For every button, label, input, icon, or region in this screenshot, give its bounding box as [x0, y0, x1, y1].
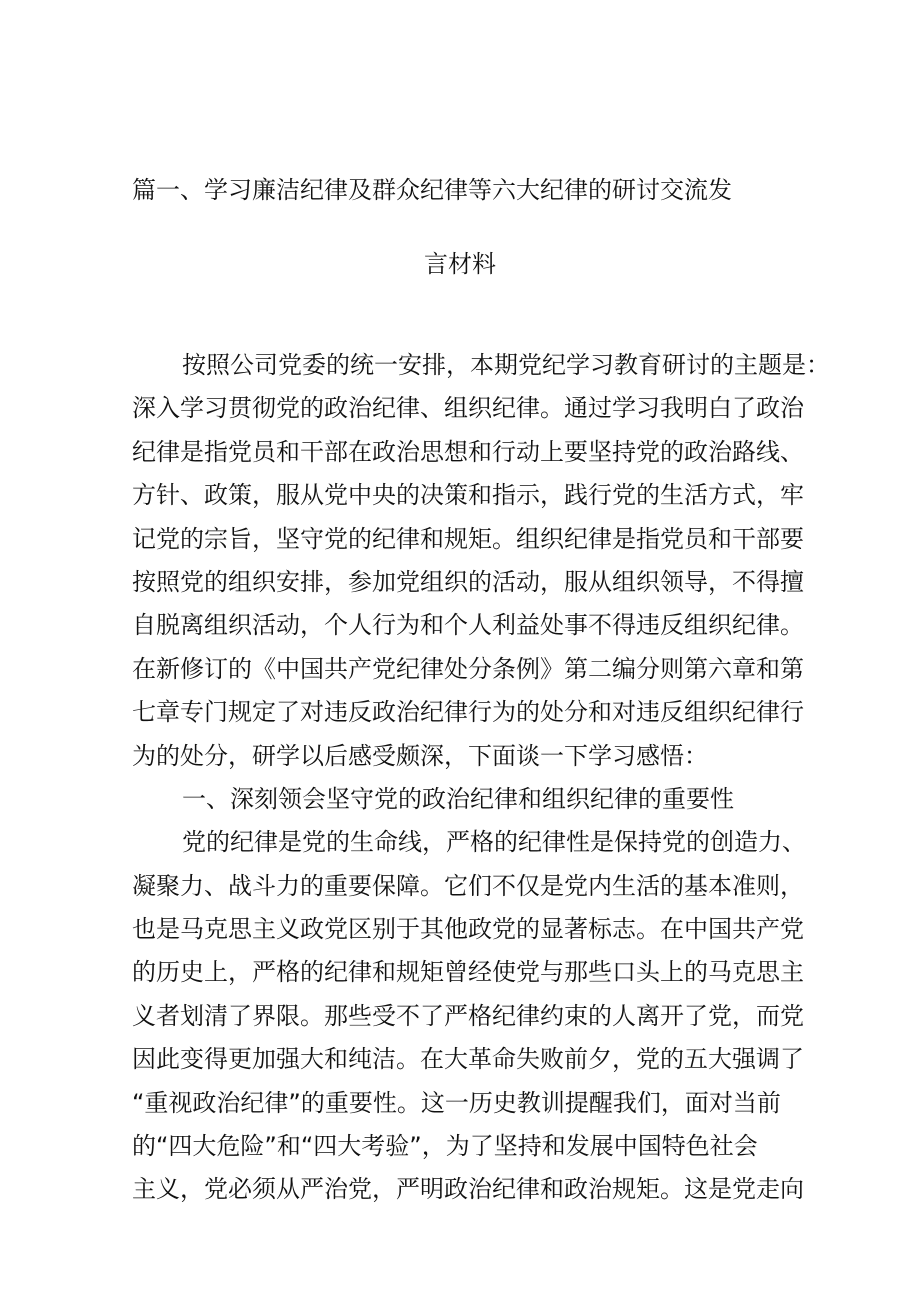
paragraph-line: 按照党的组织安排，参加党组织的活动，服从组织领导，不得擅 [132, 567, 804, 596]
paragraph-line: 也是马克思主义政党区别于其他政党的显著标志。在中国共产党 [132, 915, 804, 944]
paragraph-line: 记党的宗旨，坚守党的纪律和规矩。组织纪律是指党员和干部要 [132, 524, 804, 553]
paragraph-line: 主义，党必须从严治党，严明政治纪律和政治规矩。这是党走向 [132, 1175, 804, 1204]
paragraph-line: 纪律是指党员和干部在政治思想和行动上要坚持党的政治路线、 [132, 437, 804, 466]
paragraph-line: “重视政治纪律”的重要性。这一历史教训提醒我们，面对当前 [132, 1088, 781, 1117]
paragraph-line: 在新修订的《中国共产党纪律处分条例》第二编分则第六章和第 [132, 654, 804, 683]
paragraph-line: 因此变得更加强大和纯洁。在大革命失败前夕，党的五大强调了 [132, 1045, 804, 1074]
document-title-line-1: 篇一、学习廉洁纪律及群众纪律等六大纪律的研讨交流发 [132, 176, 732, 204]
paragraph-line: 的“四大危险”和“四大考验”，为了坚持和发展中国特色社会 [132, 1132, 758, 1161]
paragraph-line: 的历史上，严格的纪律和规矩曾经使党与那些口头上的马克思主 [132, 958, 804, 987]
paragraph-line: 自脱离组织活动，个人行为和个人利益处事不得违反组织纪律。 [132, 611, 804, 640]
paragraph-line: 凝聚力、战斗力的重要保障。它们不仅是党内生活的基本准则， [132, 871, 804, 900]
paragraph-line: 义者划清了界限。那些受不了严格纪律约束的人离开了党，而党 [132, 1001, 804, 1030]
paragraph-line: 为的处分，研学以后感受颇深，下面谈一下学习感悟： [132, 741, 708, 770]
paragraph-line: 按照公司党委的统一安排，本期党纪学习教育研讨的主题是： [182, 351, 830, 379]
document-body [132, 344, 830, 1212]
paragraph-line: 七章专门规定了对违反政治纪律行为的处分和对违反组织纪律行 [132, 698, 804, 727]
paragraph-line: 方针、政策，服从党中央的决策和指示，践行党的生活方式，牢 [132, 481, 804, 510]
paragraph-line: 深入学习贯彻党的政治纪律、组织纪律。通过学习我明白了政治 [132, 394, 804, 423]
document-title-line-2: 言材料 [424, 250, 496, 278]
section-heading: 一、深刻领会坚守党的政治纪律和组织纪律的重要性 [182, 784, 734, 813]
paragraph-line: 党的纪律是党的生命线，严格的纪律性是保持党的创造力、 [182, 828, 806, 857]
